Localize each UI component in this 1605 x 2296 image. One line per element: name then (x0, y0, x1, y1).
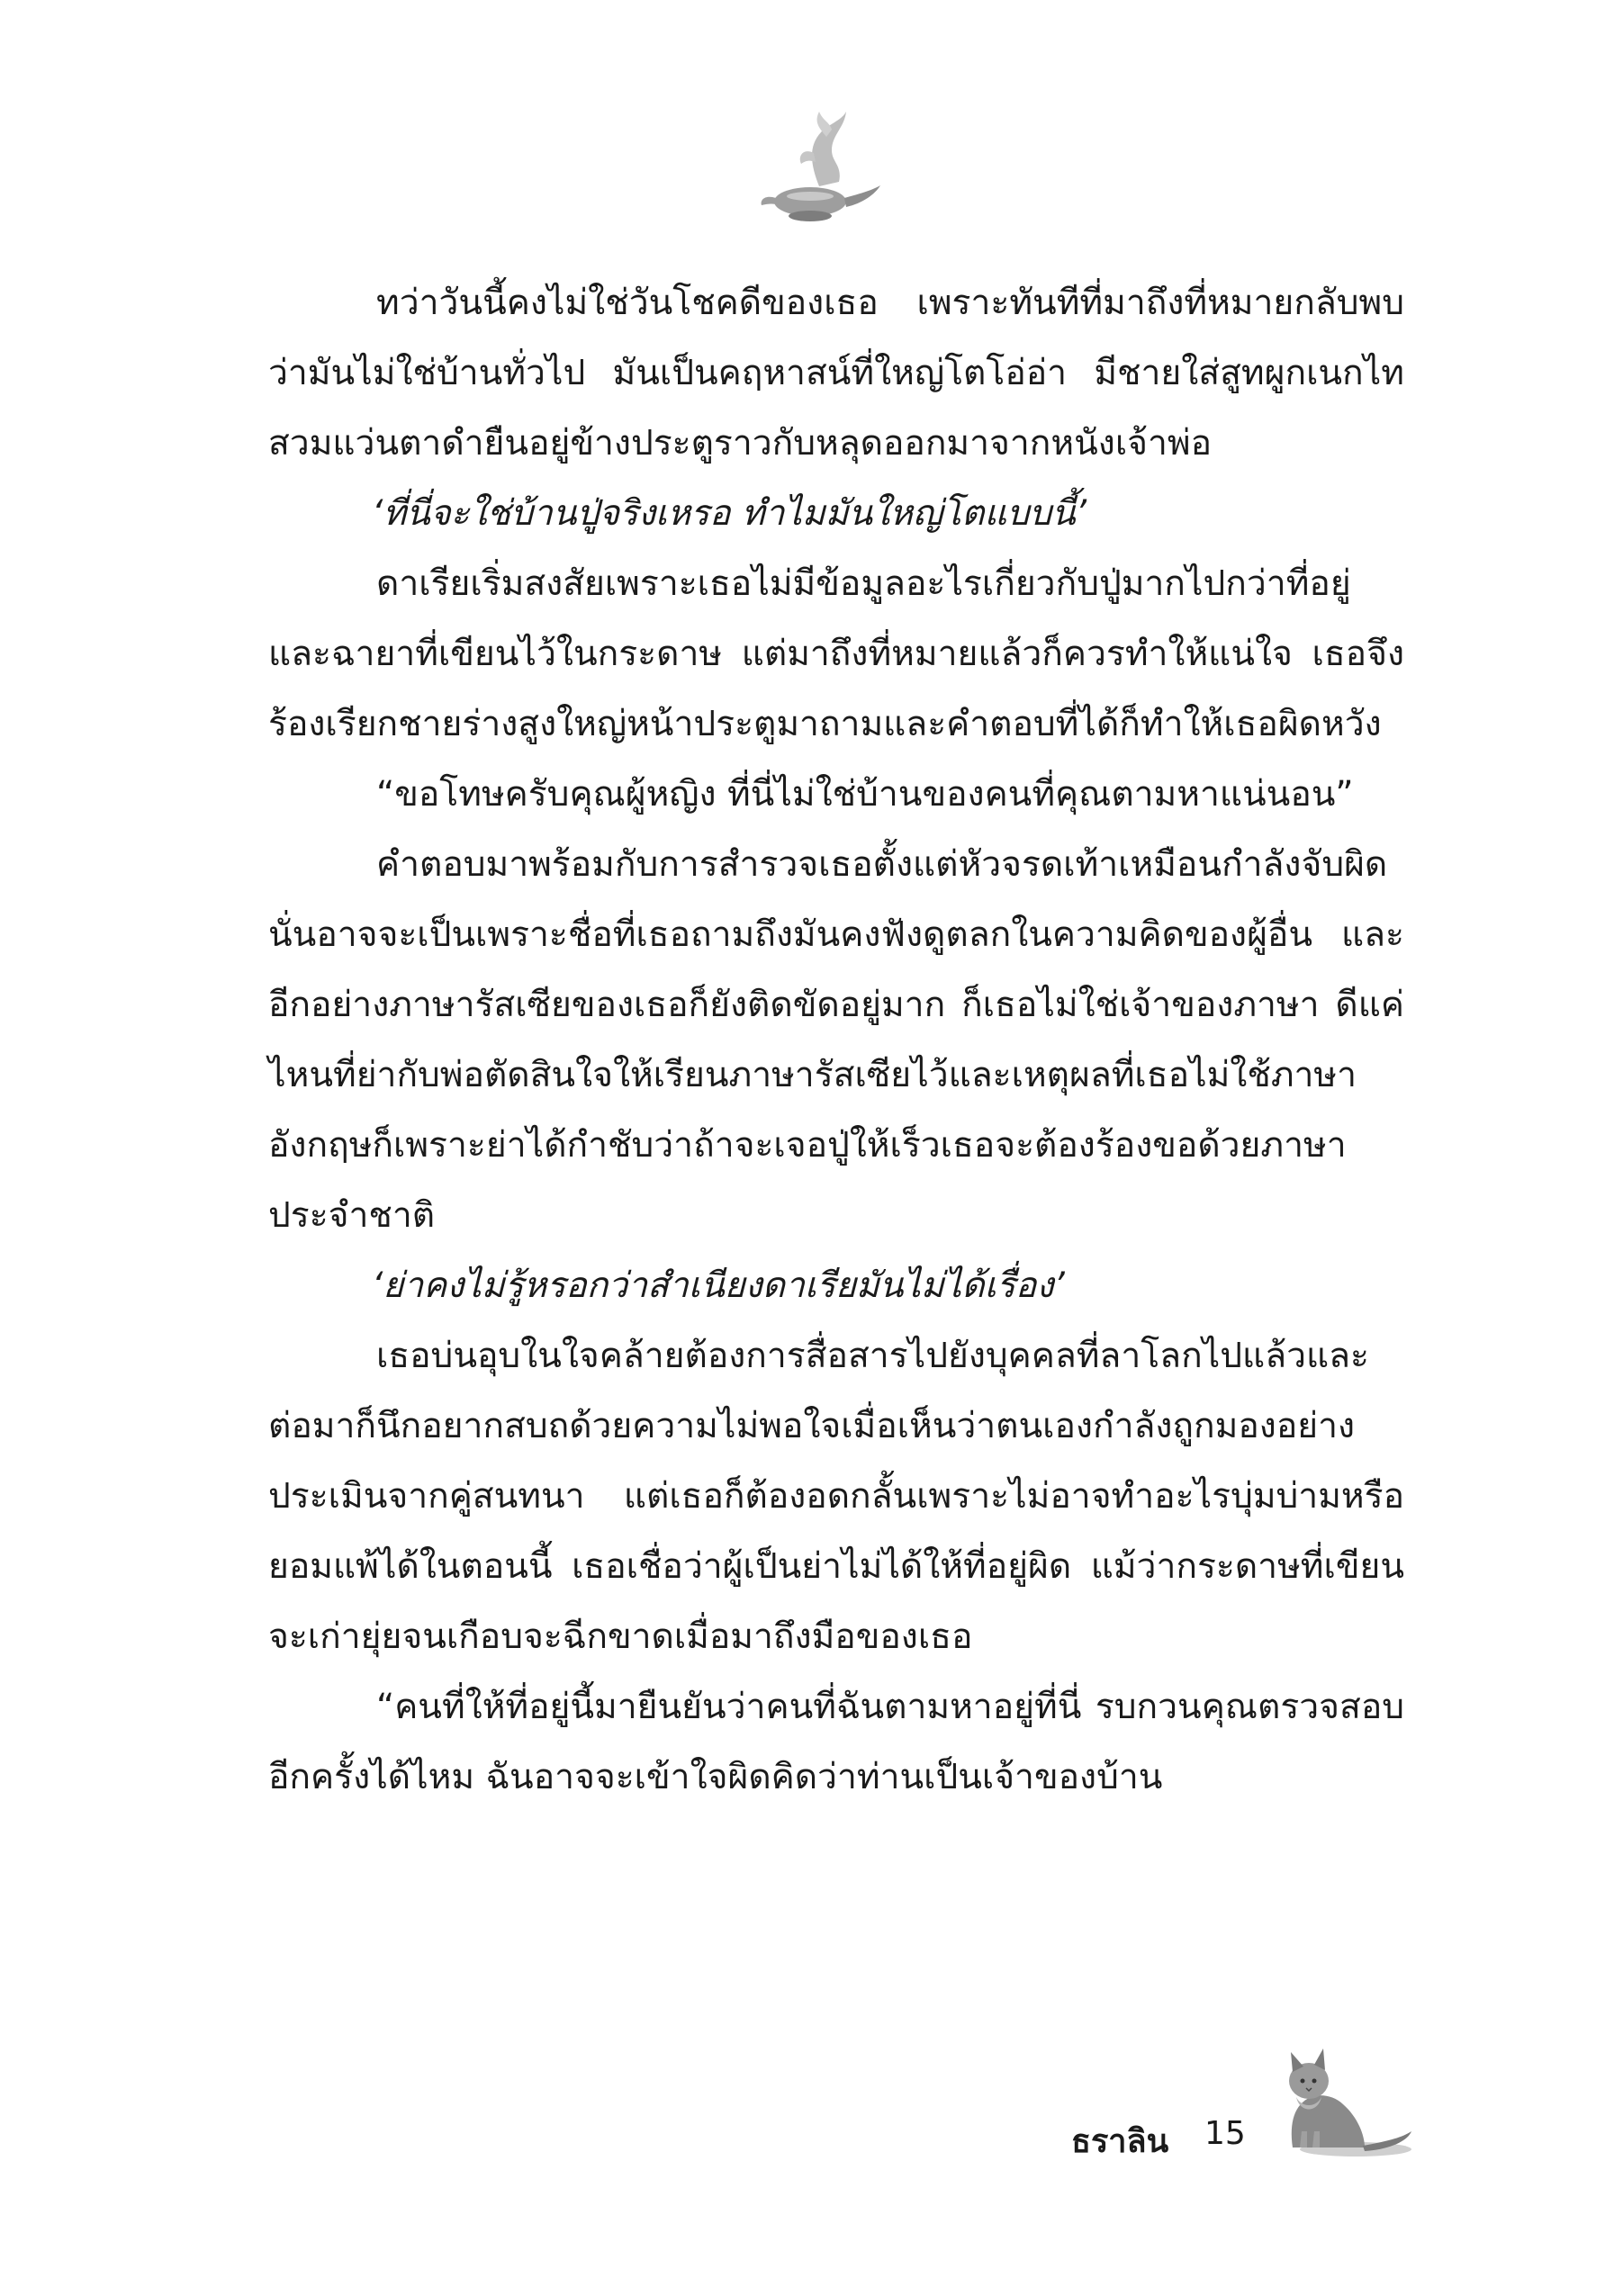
body-text (268, 268, 1404, 1813)
inner-thought: ‘ย่าคงไม่รู้หรอกว่าสำเนียงดาเรียมันไม่ได้เรื่อง’ (372, 1265, 1065, 1306)
paragraph: ดาเรียเริ่มสงสัยเพราะเธอไม่มีข้อมูลอะไรเกี่ยวกับปู่มากไปกว่าที่อยู่และฉายาที่เขียนไว้ในกระดาษ แต่มาถึงที่หมายแล้วก็ควรทำให้แน่ใจ เธอจึงร้องเรียกชายร่างสูงใหญ่หน้าประตูมาถามและคำตอบที่ได้ก็ทำให้เธอผิดหวัง (268, 563, 1404, 744)
dialogue-paragraph: “คนที่ให้ที่อยู่นี้มายืนยันว่าคนที่ฉันตามหาอยู่ที่นี่ รบกวนคุณตรวจสอบอีกครั้งได้ไหม ฉันอาจจะเข้าใจผิดคิดว่าท่านเป็นเจ้าของบ้าน (268, 1687, 1404, 1797)
paragraph: เธอบ่นอุบในใจคล้ายต้องการสื่อสารไปยังบุคคลที่ลาโลกไปแล้วและต่อมาก็นึกอยากสบถด้วยความไม่พอใจเมื่อเห็นว่าตนเองกำลังถูกมองอย่างประเมินจากคู่สนทนา แต่เธอก็ต้องอดกลั้นเพราะไม่อาจทำอะไรบุ่มบ่ามหรือยอมแพ้ได้ในตอนนี้ เธอเชื่อว่าผู้เป็นย่าไม่ได้ให้ที่อยู่ผิด แม้ว่ากระดาษที่เขียนจะเก่ายุ่ยจนเกือบจะฉีกขาดเมื่อมาถึงมือของเธอ (268, 1336, 1404, 1657)
page-number: 15 (1204, 2115, 1246, 2152)
cat-illustration (1257, 2041, 1419, 2158)
paragraph: ทว่าวันนี้คงไม่ใช่วันโชคดีของเธอ เพราะทันทีที่มาถึงที่หมายกลับพบว่ามันไม่ใช่บ้านทั่วไป มันเป็นคฤหาสน์ที่ใหญ่โตโอ่อ่า มีชายใส่สูทผูกเนกไทสวมแว่นตาดำยืนอยู่ข้างประตูราวกับหลุดออกมาจากหนังเจ้าพ่อ (268, 283, 1404, 464)
inner-thought: ‘ที่นี่จะใช่บ้านปู่จริงเหรอ ทำไมมันใหญ่โตแบบนี้’ (372, 493, 1087, 534)
genie-lamp-ornament (756, 101, 891, 236)
dialogue-paragraph: “ขอโทษครับคุณผู้หญิง ที่นี่ไม่ใช่บ้านของคนที่คุณตามหาแน่นอน” (376, 774, 1354, 815)
running-footer-title: ธราลิน (1071, 2123, 1169, 2160)
paragraph: คำตอบมาพร้อมกับการสำรวจเธอตั้งแต่หัวจรดเท้าเหมือนกำลังจับผิด นั่นอาจจะเป็นเพราะชื่อที่เธอถามถึงมันคงฟังดูตลกในความคิดของผู้อื่น และอีกอย่างภาษารัสเซียของเธอก็ยังติดขัดอยู่มาก ก็เธอไม่ใช่เจ้าของภาษา ดีแค่ไหนที่ย่ากับพ่อตัดสินใจให้เรียนภาษารัสเซียไว้และเหตุผลที่เธอไม่ใช้ภาษาอังกฤษก็เพราะย่าได้กำชับว่าถ้าจะเจอปู่ให้เร็วเธอจะต้องร้องขอด้วยภาษาประจำชาติ (268, 844, 1404, 1236)
